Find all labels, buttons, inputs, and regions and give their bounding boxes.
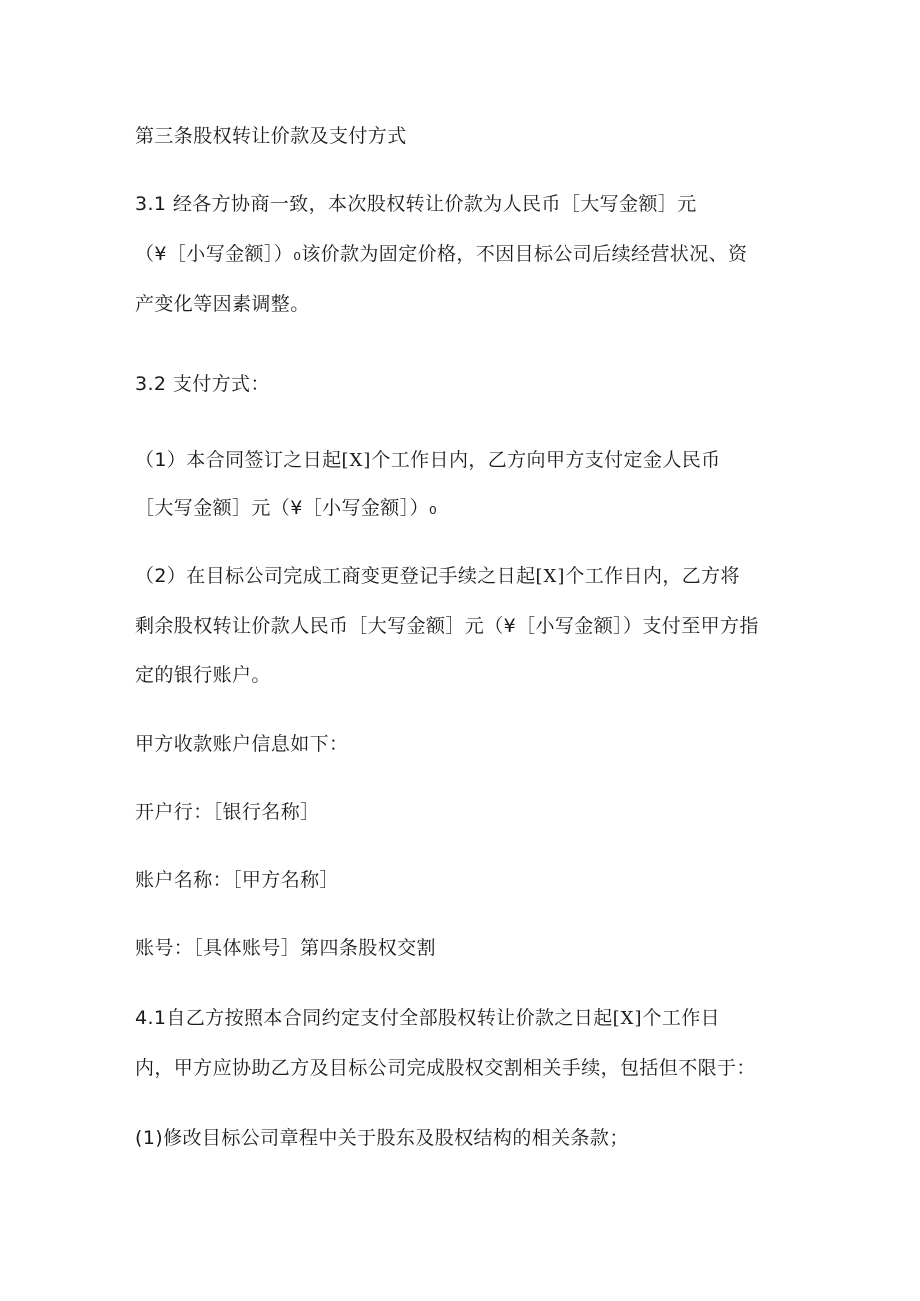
payment-2-text-before: （2）在目标公司完成工商变更登记手续之日起: [135, 565, 536, 587]
account-name: 账户名称：［甲方名称］: [135, 869, 339, 891]
account-number-and-article-4: 账号：［具体账号］第四条股权交割: [135, 937, 436, 959]
payment-1-days-placeholder: [X]: [341, 450, 372, 471]
payment-1-text-before: （1）本合同签订之日起: [135, 449, 342, 471]
account-info-intro: 甲方收款账户信息如下：: [135, 733, 349, 755]
item-1: (1)修改目标公司章程中关于股东及股权结构的相关条款；: [135, 1127, 629, 1149]
clause-4-1-line-2: 内，甲方应协助乙方及目标公司完成股权交割相关手续，包括但不限于：: [135, 1057, 756, 1079]
payment-1-line-2: ［大写金额］元（¥［小写金额］）₀: [135, 497, 438, 519]
clause-3-1-line-1: 3.1 经各方协商一致，本次股权转让价款为人民币［大写金额］元: [135, 193, 697, 215]
payment-2-line-1: [135, 562, 740, 590]
payment-2-line-2: 剩余股权转让价款人民币［大写金额］元（¥［小写金额］）支付至甲方指: [135, 615, 759, 637]
clause-4-1-days-placeholder: [X]: [612, 1008, 643, 1029]
payment-2-text-after: 个工作日内，乙方将: [565, 565, 740, 587]
clause-3-1-line-2: （¥［小写金额］）₀该价款为固定价格，不因目标公司后续经营状况、资: [135, 243, 748, 265]
payment-1-line-1: [135, 446, 721, 474]
clause-4-1-text-before: 4.1自乙方按照本合同约定支付全部股权转让价款之日起: [135, 1007, 613, 1029]
account-bank: 开户行：［银行名称］: [135, 801, 320, 823]
payment-2-line-3: 定的银行账户。: [135, 664, 271, 686]
payment-1-text-after: 个工作日内，乙方向甲方支付定金人民币: [371, 449, 721, 471]
payment-2-days-placeholder: [X]: [535, 566, 566, 587]
clause-3-2-title: 3.2 支付方式：: [135, 373, 270, 395]
article-3-heading: 第三条股权转让价款及支付方式: [135, 125, 407, 147]
clause-3-1-line-3: 产变化等因素调整。: [135, 293, 310, 315]
clause-4-1-text-after: 个工作日: [642, 1007, 721, 1029]
clause-4-1-line-1: [135, 1004, 720, 1032]
